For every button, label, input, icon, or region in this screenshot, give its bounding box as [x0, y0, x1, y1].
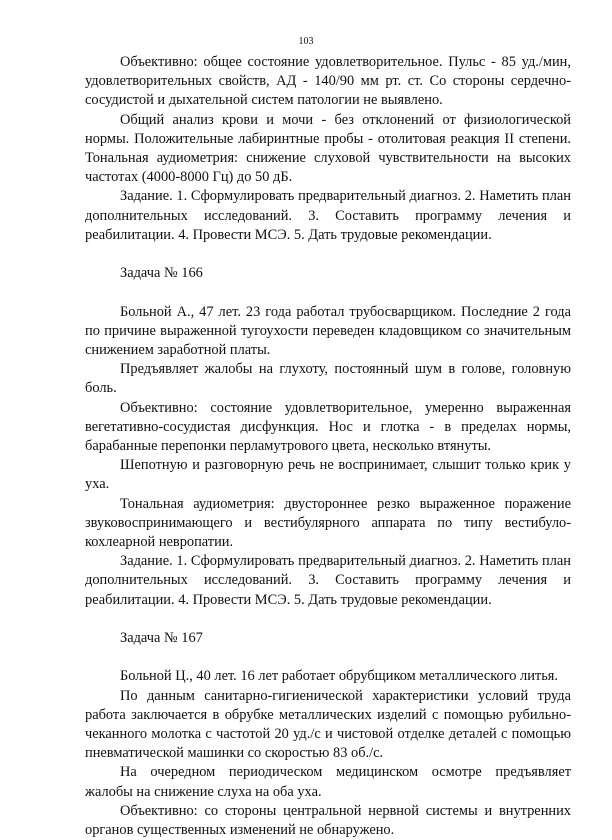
paragraph: Больной Ц., 40 лет. 16 лет работает обрубщиком металлического литья.	[120, 668, 558, 685]
paragraph: Больной А., 47 лет. 23 года работал трубосварщиком. Последние 2 года по причине выраженной тугоухости переведен кладовщиком со значительным снижением заработной платы.	[85, 303, 571, 359]
task-assignment: Задание. 1. Сформулировать предварительный диагноз. 2. Наметить план дополнительных исследований. 3. Составить программу лечения и реабилитации. 4. Провести МСЭ. 5. Дать трудовые рекомендации.	[85, 553, 571, 608]
paragraph: Тональная аудиометрия: двустороннее резко выраженное поражение звуковоспринимающего и вестибулярного аппарата по типу вестибуло-кохлеарной невропатии.	[85, 495, 571, 551]
task-166-heading: Задача № 166	[120, 265, 203, 282]
paragraph: Общий анализ крови и мочи - без отклонений от физиологической нормы. Положительные лабиринтные пробы - отолитовая реакция II степени. Тональная аудиометрия: снижение слуховой чувствительности на высоких частотах (4000-8000 Гц) до 50 дБ.	[85, 111, 571, 186]
paragraph: Предъявляет жалобы на глухоту, постоянный шум в голове, головную боль.	[85, 361, 571, 397]
paragraph: Объективно: общее состояние удовлетворительное. Пульс - 85 уд./мин, удовлетворительных свойств, АД - 140/90 мм рт. ст. Со стороны сердечно-сосудистой и дыхательной систем патологии не выявлено.	[85, 54, 571, 109]
paragraph: Объективно: состояние удовлетворительное, умеренно выраженная вегетативно-сосудистая дисфункция. Нос и глотка - в пределах нормы, барабанные перепонки перламутрового цвета, несколько втянуты.	[85, 399, 571, 455]
paragraph: Объективно: со стороны центральной нервной системы и внутренних органов существенных изменений не обнаружено.	[85, 802, 571, 839]
task-assignment: Задание. 1. Сформулировать предварительный диагноз. 2. Наметить план дополнительных исследований. 3. Составить программу лечения и реабилитации. 4. Провести МСЭ. 5. Дать трудовые рекомендации.	[85, 188, 571, 243]
page-number: 103	[298, 36, 314, 47]
paragraph: Шепотную и разговорную речь не воспринимает, слышит только крик у уха.	[85, 457, 571, 493]
paragraph: По данным санитарно-гигиенической характеристики условий труда работа заключается в обрубке металлических изделий с помощью рубильно-чеканного молотка с частотой 20 уд./с и чистовой отделке деталей с помощью пневматической машинки со скоростью 83 об./с.	[85, 687, 571, 762]
paragraph: На очередном периодическом медицинском осмотре предъявляет жалобы на снижение слуха на оба уха.	[85, 764, 571, 800]
task-167-heading: Задача № 167	[120, 630, 203, 647]
page-content	[85, 53, 571, 840]
